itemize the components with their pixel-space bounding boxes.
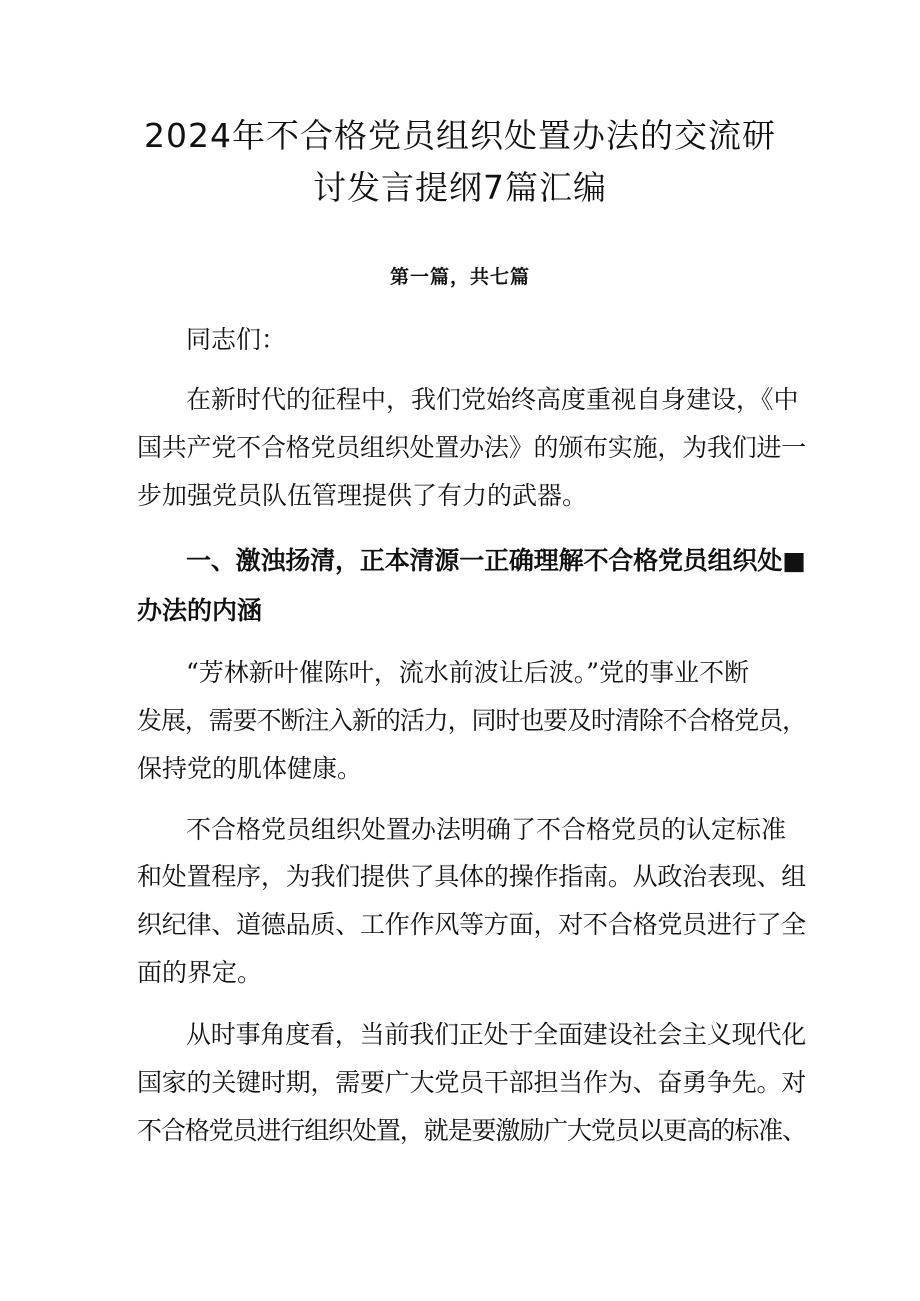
section-subtitle: 第一篇，共七篇	[389, 266, 530, 288]
heading-1-line-2: 办法的内涵	[137, 596, 263, 625]
paragraph-2-line-1: “芳林新叶催陈叶，流水前波让后波。”党的事业不断	[186, 658, 750, 687]
greeting: 同志们：	[186, 325, 287, 354]
paragraph-3-line-2: 和处置程序，为我们提供了具体的操作指南。从政治表现、组	[137, 862, 807, 891]
paragraph-1-line-3: 步加强党员队伍管理提供了有力的武器。	[137, 481, 588, 510]
document-title	[120, 110, 800, 214]
paragraph-4-line-3: 不合格党员进行组织处置，就是要激励广大党员以更高的标准、	[137, 1116, 806, 1145]
paragraph-4-line-2: 国家的关键时期，需要广大党员干部担当作为、奋勇争先。对	[137, 1068, 807, 1097]
paragraph-2-line-2: 发展，需要不断注入新的活力，同时也要及时清除不合格党员，	[137, 706, 806, 735]
paragraph-1-line-1: 在新时代的征程中，我们党始终高度重视自身建设，《中	[186, 385, 799, 414]
heading-1-line-1: 一、激浊扬清，正本清源一正确理解不合格党员组织处■	[186, 546, 806, 575]
title-line-1: 2024年不合格党员组织处置办法的交流研	[144, 116, 776, 155]
paragraph-3-line-4: 面的界定。	[137, 958, 263, 987]
paragraph-1-line-2: 国共产党不合格党员组织处置办法》的颁布实施，为我们进一	[137, 433, 807, 462]
paragraph-4-line-1: 从时事角度看，当前我们正处于全面建设社会主义现代化	[186, 1020, 807, 1049]
paragraph-2-line-3: 保持党的肌体健康。	[137, 754, 363, 783]
paragraph-3-line-3: 织纪律、道德品质、工作作风等方面，对不合格党员进行了全	[137, 910, 807, 939]
paragraph-3-line-1: 不合格党员组织处置办法明确了不合格党员的认定标准	[186, 815, 787, 844]
title-line-2: 讨发言提纲7篇汇编	[313, 168, 607, 207]
